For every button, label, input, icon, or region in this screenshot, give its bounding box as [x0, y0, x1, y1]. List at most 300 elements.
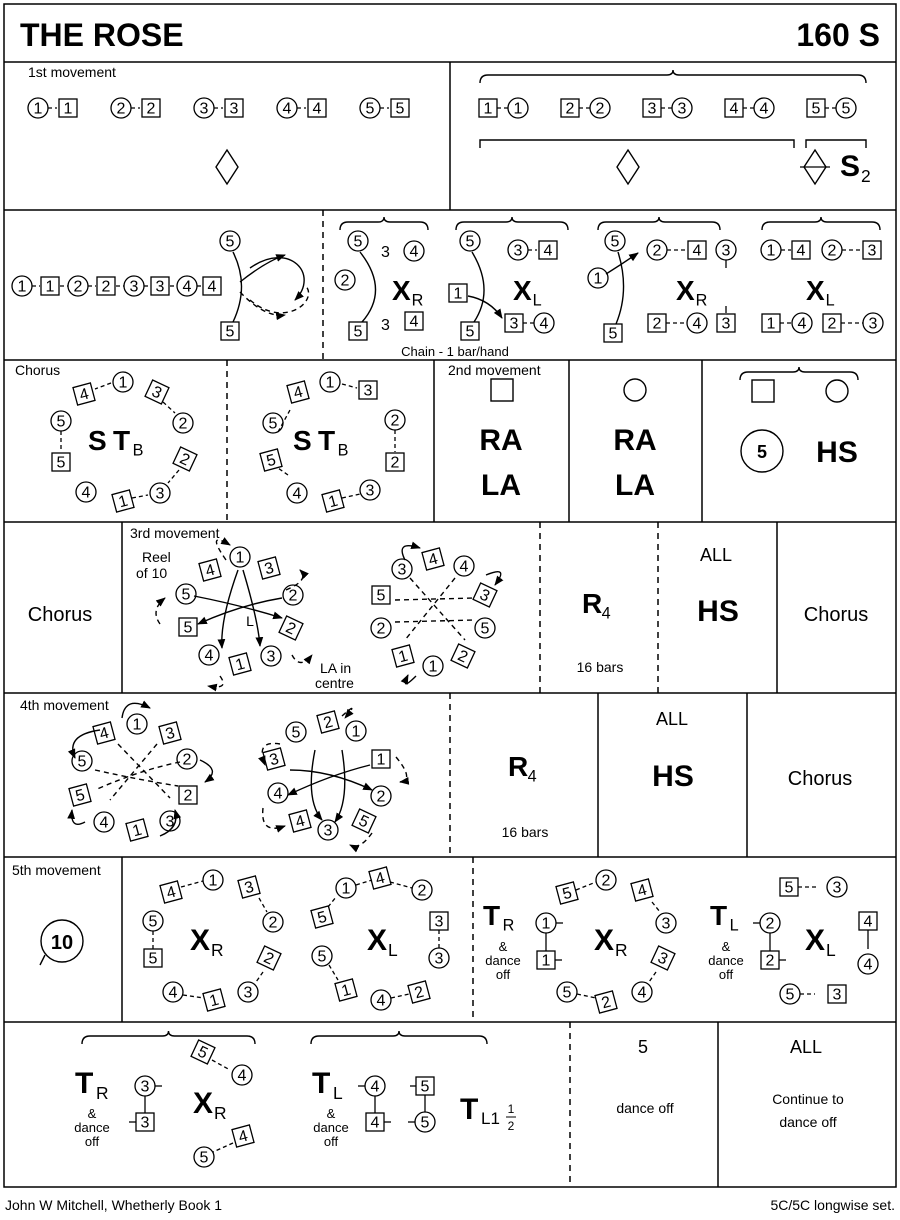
svg-text:1: 1	[130, 821, 144, 841]
svg-text:1: 1	[351, 723, 361, 741]
dancer-circle	[220, 231, 240, 251]
path-arrow	[198, 598, 282, 624]
dancer-circle	[286, 722, 306, 742]
figure-s2	[840, 150, 871, 186]
svg-text:2: 2	[268, 914, 278, 932]
partner-link	[390, 882, 412, 888]
svg-text:2: 2	[178, 415, 188, 433]
path-arrow	[110, 744, 157, 800]
svg-text:2: 2	[765, 915, 775, 933]
bars-note: 16 bars	[576, 659, 624, 675]
svg-text:3: 3	[148, 383, 165, 403]
dancer-square	[561, 99, 579, 118]
svg-text:3: 3	[262, 559, 276, 579]
path-arrow	[405, 578, 455, 640]
svg-text:5: 5	[465, 233, 475, 251]
svg-text:2: 2	[417, 882, 427, 900]
svg-text:4: 4	[182, 278, 192, 296]
dancer-circle	[632, 982, 652, 1002]
dance-note: dance	[708, 953, 744, 968]
svg-text:5: 5	[811, 100, 821, 118]
svg-text:5: 5	[560, 884, 574, 904]
dancer-circle	[596, 870, 616, 890]
svg-text:2: 2	[288, 587, 298, 605]
dancer-square	[145, 380, 169, 404]
dancer-circle	[113, 372, 133, 392]
group-bracket	[806, 140, 866, 148]
la-note: centre	[315, 675, 354, 691]
dancer-circle	[177, 749, 197, 769]
svg-text:2: 2	[183, 787, 193, 805]
svg-text:L: L	[729, 916, 739, 935]
svg-text:1: 1	[233, 655, 247, 675]
dancer-square	[823, 314, 841, 333]
dancer-square	[422, 548, 444, 571]
path-arrow	[250, 258, 304, 300]
svg-text:R: R	[615, 940, 628, 960]
dancer-square	[449, 284, 467, 303]
dancer-circle	[127, 714, 147, 734]
dancer-square	[199, 559, 221, 582]
svg-text:5: 5	[148, 950, 158, 968]
svg-text:5: 5	[353, 233, 363, 251]
svg-text:5: 5	[785, 986, 795, 1004]
dancer-square	[225, 99, 243, 118]
svg-text:2: 2	[146, 100, 156, 118]
dancer-square	[430, 912, 448, 931]
partner-link	[577, 994, 596, 998]
svg-text:5: 5	[365, 100, 375, 118]
svg-text:X: X	[190, 924, 211, 957]
figure-tl	[312, 1067, 343, 1103]
dancer-circle	[792, 313, 812, 333]
svg-text:4: 4	[291, 383, 305, 403]
dancer-square	[556, 882, 578, 905]
svg-text:4: 4	[543, 242, 553, 260]
svg-text:1: 1	[513, 100, 523, 118]
diamond-symbol	[617, 150, 639, 184]
path-arrow	[396, 757, 407, 782]
dancer-circle	[318, 820, 338, 840]
couple-number: 3	[381, 317, 390, 334]
svg-text:2: 2	[282, 619, 299, 639]
svg-text:3: 3	[229, 100, 239, 118]
figure-tl1half	[460, 1093, 516, 1133]
svg-text:3: 3	[868, 315, 878, 333]
svg-text:R: R	[96, 1083, 109, 1103]
group-brace	[456, 217, 568, 230]
dancer-square	[725, 99, 743, 118]
svg-text:4: 4	[409, 313, 419, 331]
path-arrow	[263, 808, 285, 828]
svg-text:4: 4	[376, 992, 386, 1010]
dancer-circle	[335, 270, 355, 290]
dancer-circle	[312, 946, 332, 966]
dancer-square	[203, 277, 221, 296]
svg-text:3: 3	[721, 315, 731, 333]
dancer-circle	[194, 1147, 214, 1167]
dancer-square	[408, 981, 430, 1004]
dancer-square	[287, 381, 309, 404]
svg-text:4: 4	[863, 956, 873, 974]
dancer-circle	[199, 645, 219, 665]
svg-text:5: 5	[194, 1043, 211, 1063]
figure-tb	[113, 425, 143, 460]
svg-text:5: 5	[395, 100, 405, 118]
svg-text:T: T	[318, 425, 336, 456]
svg-text:5: 5	[420, 1078, 430, 1096]
svg-text:X: X	[805, 924, 826, 957]
svg-text:3: 3	[509, 315, 519, 333]
svg-text:1: 1	[208, 872, 218, 890]
path-arrow	[360, 252, 376, 322]
dancer-square	[349, 322, 367, 341]
svg-text:1: 1	[341, 880, 351, 898]
svg-text:L: L	[532, 291, 542, 310]
svg-text:4: 4	[97, 724, 111, 744]
dancer-circle	[423, 656, 443, 676]
dancer-circle	[460, 231, 480, 251]
svg-text:2: 2	[376, 620, 386, 638]
svg-text:L: L	[333, 1083, 343, 1103]
svg-text:2: 2	[827, 315, 837, 333]
dancer-circle	[858, 954, 878, 974]
svg-text:4: 4	[539, 315, 549, 333]
dancer-circle	[647, 240, 667, 260]
dancer-circle	[371, 618, 391, 638]
svg-text:1: 1	[116, 492, 130, 512]
svg-text:2: 2	[765, 952, 775, 970]
dancer-square	[717, 314, 735, 333]
svg-text:1: 1	[33, 100, 43, 118]
svg-text:5: 5	[841, 100, 851, 118]
circle-tail	[40, 955, 45, 965]
figure-xr	[190, 924, 224, 960]
svg-text:5: 5	[784, 879, 794, 897]
svg-text:3: 3	[129, 278, 139, 296]
figure-ra: RA	[479, 424, 523, 457]
dancer-circle	[76, 482, 96, 502]
dancer-square	[232, 1125, 254, 1148]
svg-text:3: 3	[266, 648, 276, 666]
dancer-circle	[68, 276, 88, 296]
dancer-square	[160, 881, 182, 904]
svg-text:1: 1	[339, 981, 353, 1001]
path-arrow	[208, 676, 223, 687]
dancer-square	[451, 644, 475, 668]
svg-text:4: 4	[293, 812, 307, 832]
dancer-square	[479, 99, 497, 118]
dancer-square	[780, 878, 798, 897]
dancer-square	[372, 586, 390, 605]
svg-text:3: 3	[365, 482, 375, 500]
svg-text:1: 1	[766, 315, 776, 333]
dancer-circle	[760, 913, 780, 933]
svg-text:1: 1	[376, 751, 386, 769]
off-note: off	[84, 1134, 100, 1149]
svg-text:2: 2	[376, 788, 386, 806]
dancer-circle	[385, 410, 405, 430]
dancer-circle	[557, 982, 577, 1002]
dancer-square	[359, 381, 377, 400]
group-brace	[82, 1031, 255, 1044]
svg-text:3: 3	[155, 485, 165, 503]
svg-text:1: 1	[541, 952, 551, 970]
group-brace	[480, 70, 866, 83]
svg-text:4: 4	[373, 869, 387, 889]
dancer-square	[311, 906, 333, 929]
partner-link	[329, 965, 338, 980]
svg-text:1: 1	[207, 991, 221, 1011]
dancer-square	[179, 786, 197, 805]
svg-text:4: 4	[81, 484, 91, 502]
dancer-square	[151, 277, 169, 296]
svg-text:3: 3	[397, 561, 407, 579]
svg-text:3: 3	[155, 278, 165, 296]
dancer-circle	[203, 870, 223, 890]
dancer-square	[828, 985, 846, 1004]
svg-text:2: 2	[595, 100, 605, 118]
svg-text:5: 5	[608, 325, 618, 343]
svg-text:2: 2	[827, 242, 837, 260]
dancer-circle	[404, 241, 424, 261]
dancer-circle	[822, 240, 842, 260]
svg-text:1: 1	[132, 716, 142, 734]
dancer-square	[595, 991, 617, 1014]
dancer-square	[144, 949, 162, 968]
chorus-label: Chorus	[27, 604, 93, 626]
svg-text:4: 4	[77, 385, 91, 405]
path-arrow	[405, 675, 416, 684]
svg-text:2: 2	[454, 647, 471, 667]
dancer-square	[461, 322, 479, 341]
dancer-square	[258, 557, 280, 580]
svg-text:3: 3	[199, 100, 209, 118]
svg-text:R: R	[411, 291, 424, 310]
dancer-circle	[716, 240, 736, 260]
svg-text:1: 1	[235, 549, 245, 567]
dancer-circle	[163, 982, 183, 1002]
svg-text:2: 2	[116, 100, 126, 118]
svg-text:4: 4	[635, 881, 649, 901]
svg-text:4: 4	[237, 1067, 247, 1085]
partner-link	[212, 1060, 230, 1070]
path-arrow	[335, 750, 345, 822]
svg-text:3: 3	[647, 100, 657, 118]
dancer-square	[179, 618, 197, 637]
dancer-circle	[371, 786, 391, 806]
dancer-square	[405, 312, 423, 331]
dancer-square	[352, 809, 376, 833]
svg-text:5: 5	[225, 233, 235, 251]
dancer-square	[126, 819, 148, 842]
dancer-circle	[836, 98, 856, 118]
svg-text:S: S	[840, 150, 861, 183]
svg-text:X: X	[806, 275, 825, 306]
footer-credit: John W Mitchell, Whetherly Book 1	[5, 1197, 223, 1213]
man-symbol	[491, 379, 513, 401]
partner-link	[259, 898, 267, 912]
path-arrow	[200, 760, 212, 782]
svg-text:3: 3	[363, 382, 373, 400]
off-note: off	[718, 967, 734, 982]
dance-note: dance	[485, 953, 521, 968]
partner-link	[342, 384, 357, 388]
path-arrow	[342, 708, 352, 718]
svg-text:2: 2	[260, 949, 277, 969]
svg-text:X: X	[513, 275, 532, 306]
man-symbol	[752, 380, 774, 402]
svg-text:4: 4	[207, 278, 217, 296]
svg-text:L: L	[826, 940, 836, 960]
svg-text:4: 4	[729, 100, 739, 118]
svg-text:3: 3	[140, 1078, 150, 1096]
path-arrow	[288, 765, 370, 795]
dancer-square	[688, 241, 706, 260]
svg-text:R: R	[214, 1103, 227, 1123]
svg-text:4: 4	[692, 242, 702, 260]
dancer-circle	[263, 413, 283, 433]
dancer-circle	[360, 480, 380, 500]
partner-link	[181, 881, 203, 887]
continue-note: dance off	[779, 1114, 837, 1130]
section-label: 4th movement	[20, 697, 109, 713]
svg-text:R: R	[502, 916, 515, 935]
svg-text:4: 4	[204, 647, 214, 665]
dance-note: dance	[313, 1120, 349, 1135]
dancer-circle	[287, 483, 307, 503]
svg-text:R: R	[508, 751, 529, 782]
dancer-circle	[365, 1076, 385, 1096]
dancer-square	[648, 314, 666, 333]
svg-text:4: 4	[759, 100, 769, 118]
svg-text:2: 2	[507, 1119, 515, 1133]
dancer-circle	[672, 98, 692, 118]
path-arrow	[350, 833, 372, 846]
partner-link	[213, 1143, 233, 1152]
svg-text:3: 3	[140, 1114, 150, 1132]
svg-text:2: 2	[321, 713, 335, 733]
figure-tr	[75, 1067, 109, 1103]
dancer-circle	[754, 98, 774, 118]
svg-text:3: 3	[654, 949, 671, 969]
svg-text:B: B	[132, 441, 144, 460]
partner-link	[391, 994, 409, 998]
chain-note: Chain - 1 bar/hand	[401, 344, 509, 359]
svg-text:5: 5	[610, 233, 620, 251]
couple-number: 5	[756, 442, 768, 462]
dancer-square	[93, 722, 115, 745]
path-arrow	[402, 546, 420, 560]
figure-hs: HS	[697, 595, 739, 628]
partner-link	[95, 383, 111, 389]
path-arrow	[290, 770, 372, 790]
svg-text:2: 2	[390, 412, 400, 430]
dancer-square	[73, 383, 95, 406]
figure-hs: HS	[652, 760, 694, 793]
path-arrow	[292, 655, 312, 663]
partner-link	[342, 494, 360, 498]
dancer-circle	[605, 231, 625, 251]
svg-text:2: 2	[599, 993, 613, 1013]
svg-text:2: 2	[412, 983, 426, 1003]
svg-text:5: 5	[73, 786, 87, 806]
figure-xl	[805, 924, 836, 960]
svg-text:5: 5	[148, 913, 158, 931]
svg-text:X: X	[676, 275, 695, 306]
dancer-circle	[124, 276, 144, 296]
dancer-square	[372, 750, 390, 769]
woman-symbol	[624, 379, 646, 401]
chorus-label: Chorus	[787, 768, 853, 790]
figure-xl	[806, 275, 835, 310]
svg-text:5: 5	[465, 323, 475, 341]
footer-formation: 5C/5C longwise set.	[770, 1197, 895, 1213]
dancer-square	[112, 490, 134, 513]
dancer-circle	[176, 584, 196, 604]
dancer-square	[643, 99, 661, 118]
partner-link	[168, 470, 179, 483]
figure-xr	[193, 1087, 227, 1123]
path-arrow	[216, 540, 230, 560]
figure-s	[293, 425, 312, 456]
svg-text:5: 5	[199, 1149, 209, 1167]
dancer-square	[366, 1113, 384, 1132]
svg-text:4: 4	[236, 1127, 250, 1147]
turn-path	[233, 252, 242, 322]
svg-text:4: 4	[168, 984, 178, 1002]
section-label: Chorus	[15, 362, 61, 378]
svg-text:3: 3	[721, 242, 731, 260]
and-note: &	[498, 939, 508, 954]
svg-text:5: 5	[56, 454, 66, 472]
dancer-circle	[143, 911, 163, 931]
dancer-circle	[346, 721, 366, 741]
svg-text:5: 5	[264, 451, 278, 471]
svg-text:X: X	[367, 924, 388, 957]
svg-text:R: R	[582, 588, 603, 619]
couple-number: 5	[637, 1037, 649, 1057]
dancer-circle	[51, 411, 71, 431]
svg-text:3: 3	[434, 913, 444, 931]
path-arrow	[468, 296, 502, 318]
dancer-square	[52, 453, 70, 472]
svg-text:T: T	[710, 900, 728, 931]
dancer-square	[539, 241, 557, 260]
partner-link	[163, 402, 175, 413]
bars-note: 16 bars	[501, 824, 549, 840]
svg-text:5: 5	[353, 323, 363, 341]
svg-text:T: T	[75, 1067, 94, 1100]
dancer-circle	[590, 98, 610, 118]
dancer-square	[289, 810, 311, 833]
svg-text:1: 1	[325, 374, 335, 392]
svg-text:1: 1	[483, 100, 493, 118]
svg-text:1: 1	[541, 915, 551, 933]
svg-text:5: 5	[562, 984, 572, 1002]
path-arrow	[72, 810, 85, 824]
dancer-circle	[94, 812, 114, 832]
tempo: 160 S	[796, 17, 880, 53]
dancer-square	[260, 449, 282, 472]
svg-text:3: 3	[323, 822, 333, 840]
group-brace	[311, 1031, 487, 1044]
svg-text:3: 3	[434, 950, 444, 968]
dancer-circle	[508, 98, 528, 118]
partner-link	[278, 468, 288, 475]
dancer-circle	[277, 98, 297, 118]
figure-xl	[513, 275, 542, 310]
